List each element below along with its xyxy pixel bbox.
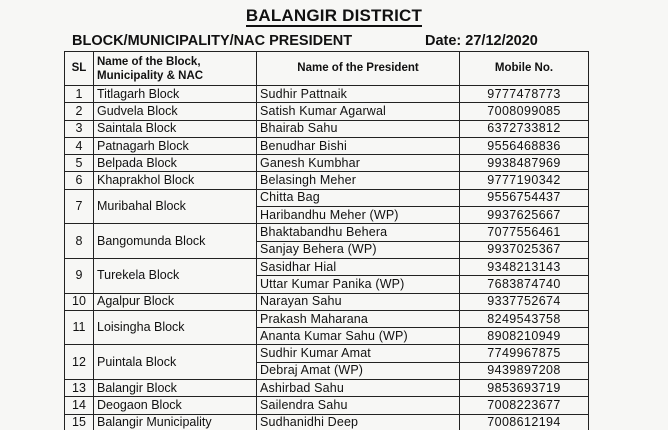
mobile-number: 9556468836 (460, 137, 589, 154)
table-row (65, 189, 589, 206)
serial-number: 7 (65, 189, 94, 224)
subtitle: BLOCK/MUNICIPALITY/NAC PRESIDENT (72, 33, 353, 49)
serial-number: 9 (65, 258, 94, 293)
serial-number: 2 (65, 103, 94, 120)
table-row (65, 137, 589, 154)
mobile-number: 9337752674 (460, 293, 589, 310)
block-name: Balangir Block (94, 380, 257, 397)
president-name: Satish Kumar Agarwal (257, 103, 460, 120)
serial-number: 4 (65, 137, 94, 154)
mobile-number: 8908210949 (460, 328, 589, 345)
mobile-number: 7008099085 (460, 103, 589, 120)
table-header-row (65, 52, 589, 86)
president-name: Benudhar Bishi (257, 137, 460, 154)
mobile-number: 7008223677 (460, 397, 589, 414)
block-name: Gudvela Block (94, 103, 257, 120)
serial-number: 3 (65, 120, 94, 137)
president-name: Debraj Amat (WP) (257, 362, 460, 379)
table-row (65, 397, 589, 414)
serial-number: 6 (65, 172, 94, 189)
mobile-number: 9938487969 (460, 155, 589, 172)
president-name: Bhairab Sahu (257, 120, 460, 137)
mobile-number: 9556754437 (460, 189, 589, 206)
block-name: Puintala Block (94, 345, 257, 380)
president-table (64, 51, 589, 430)
serial-number: 8 (65, 224, 94, 259)
serial-number: 15 (65, 414, 94, 430)
table-row (65, 155, 589, 172)
president-name: Bhaktabandhu Behera (257, 224, 460, 241)
district-title-text: BALANGIR DISTRICT (245, 6, 423, 25)
president-name: Sudhir Pattnaik (257, 86, 460, 103)
table-row (65, 258, 589, 275)
president-name: Sanjay Behera (WP) (257, 241, 460, 258)
president-name: Belasingh Meher (257, 172, 460, 189)
block-name: Belpada Block (94, 155, 257, 172)
president-name: Ganesh Kumbhar (257, 155, 460, 172)
mobile-number: 7008612194 (460, 414, 589, 430)
table-row (65, 414, 589, 430)
president-name: Sasidhar Hial (257, 258, 460, 275)
mobile-number: 6372733812 (460, 120, 589, 137)
table-row (65, 380, 589, 397)
president-name: Sailendra Sahu (257, 397, 460, 414)
president-name: Narayan Sahu (257, 293, 460, 310)
president-name: Chitta Bag (257, 189, 460, 206)
column-header-name: Name of the Block, Municipality & NAC (94, 52, 257, 86)
table-body (65, 86, 589, 430)
serial-number: 10 (65, 293, 94, 310)
president-name: Prakash Maharana (257, 310, 460, 327)
district-title (0, 6, 668, 26)
block-name: Bangomunda Block (94, 224, 257, 259)
block-name: Titlagarh Block (94, 86, 257, 103)
president-name: Haribandhu Meher (WP) (257, 207, 460, 224)
mobile-number: 7749967875 (460, 345, 589, 362)
serial-number: 12 (65, 345, 94, 380)
table-row (65, 103, 589, 120)
mobile-number: 9439897208 (460, 362, 589, 379)
table-row (65, 345, 589, 362)
table-row (65, 293, 589, 310)
serial-number: 1 (65, 86, 94, 103)
block-name: Turekela Block (94, 258, 257, 293)
column-header-mobile: Mobile No. (460, 52, 589, 86)
president-name: Sudhir Kumar Amat (257, 345, 460, 362)
block-name: Saintala Block (94, 120, 257, 137)
mobile-number: 9853693719 (460, 380, 589, 397)
column-header-sl: SL (65, 52, 94, 86)
president-name: Ashirbad Sahu (257, 380, 460, 397)
table-row (65, 310, 589, 327)
mobile-number: 7077556461 (460, 224, 589, 241)
table-row (65, 172, 589, 189)
mobile-number: 9777190342 (460, 172, 589, 189)
president-name: Sudhanidhi Deep (257, 414, 460, 430)
mobile-number: 8249543758 (460, 310, 589, 327)
block-name: Khaprakhol Block (94, 172, 257, 189)
president-name: Uttar Kumar Panika (WP) (257, 276, 460, 293)
mobile-number: 9348213143 (460, 258, 589, 275)
block-name: Patnagarh Block (94, 137, 257, 154)
president-name: Ananta Kumar Sahu (WP) (257, 328, 460, 345)
block-name: Balangir Municipality (94, 414, 257, 430)
block-name: Deogaon Block (94, 397, 257, 414)
serial-number: 14 (65, 397, 94, 414)
mobile-number: 7683874740 (460, 276, 589, 293)
block-name: Loisingha Block (94, 310, 257, 345)
serial-number: 13 (65, 380, 94, 397)
table-row (65, 224, 589, 241)
block-name: Muribahal Block (94, 189, 257, 224)
serial-number: 11 (65, 310, 94, 345)
column-header-president: Name of the President (257, 52, 460, 86)
table-row (65, 86, 589, 103)
block-name: Agalpur Block (94, 293, 257, 310)
serial-number: 5 (65, 155, 94, 172)
date-label: Date: 27/12/2020 (425, 33, 538, 49)
mobile-number: 9777478773 (460, 86, 589, 103)
mobile-number: 9937025367 (460, 241, 589, 258)
mobile-number: 9937625667 (460, 207, 589, 224)
table-row (65, 120, 589, 137)
